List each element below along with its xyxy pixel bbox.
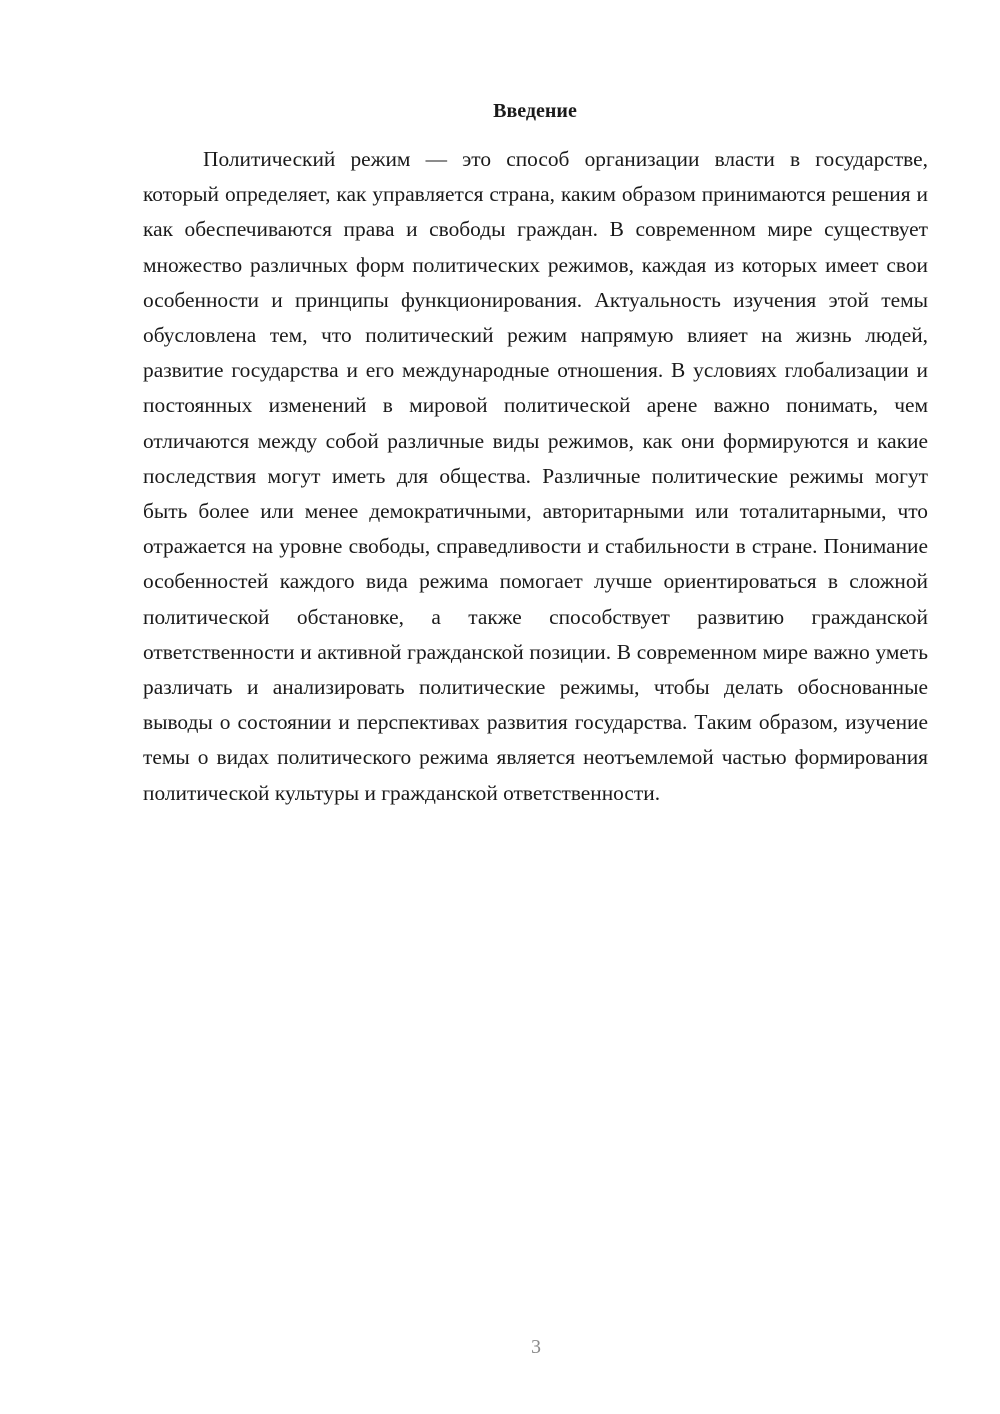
body-paragraph: Политический режим — это способ организации власти в государстве, который определяет, как управляется страна, каким образом принимаются решения и как обеспечиваются права и свободы граждан. В современном мире существует множество различных форм политических режимов, каждая из которых имеет свои особенности и принципы функционирования. Актуальность изучения этой темы обусловлена тем, что политический режим напрямую влияет на жизнь людей, развитие государства и его международные отношения. В условиях глобализации и постоянных изменений в мировой политической арене важно понимать, чем отличаются между собой различные виды режимов, как они формируются и какие последствия могут иметь для общества. Различные политические режимы могут быть более или менее демократичными, авторитарными или тоталитарными, что отражается на уровне свободы, справедливости и стабильности в стране. Понимание особенностей каждого вида режима помогает лучше ориентироваться в сложной политической обстановке, а также способствует развитию гражданской ответственности и активной гражданской позиции. В современном мире важно уметь различать и анализировать политические режимы, чтобы делать обоснованные выводы о состоянии и перспективах развития государства. Таким образом, изучение темы о видах политического режима является неотъемлемой частью формирования политической культуры и гражданской ответственности. (143, 147, 928, 805)
section-heading: Введение (493, 100, 577, 122)
page-number: 3 (531, 1336, 541, 1358)
